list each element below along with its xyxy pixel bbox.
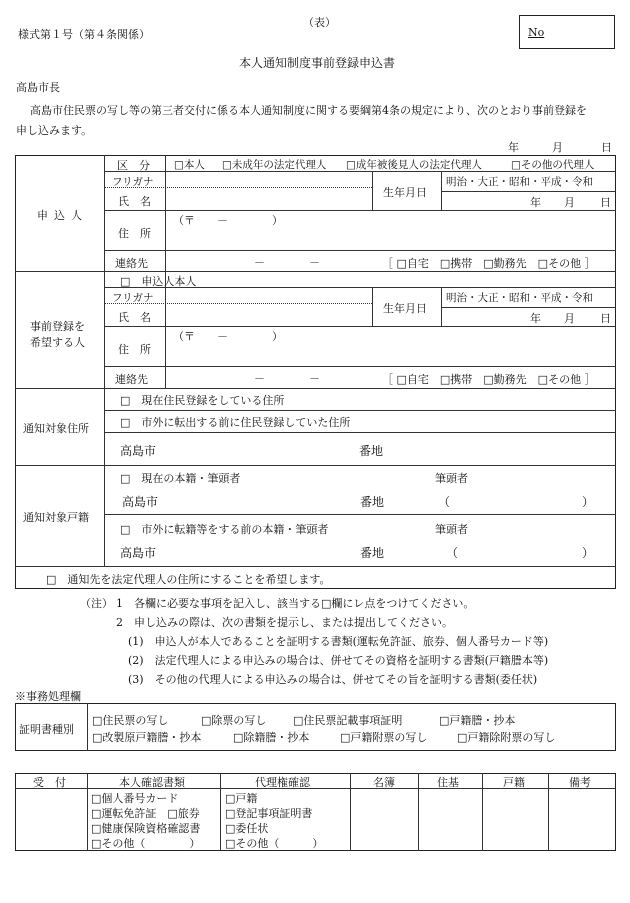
cert-register-annex[interactable]: □戸籍附票の写し <box>340 731 428 744</box>
address-label: 住 所 <box>118 343 151 356</box>
proxy-doc-power-of-attorney[interactable]: □委任状 <box>225 822 269 835</box>
proxy-doc-register[interactable]: □戸籍 <box>225 792 258 805</box>
birth-label: 生年月日 <box>383 186 427 199</box>
birth-label: 生年月日 <box>383 302 427 315</box>
birth-year: 年 <box>530 196 541 209</box>
side-label: （表） <box>303 16 336 29</box>
cert-reformed-register[interactable]: □改製原戸籍謄・抄本 <box>92 731 202 744</box>
note-2-1: (1) 申込人が本人であることを証明する書類(運転免許証、旅券、個人番号カード等) <box>128 635 549 648</box>
former-address-checkbox[interactable]: □ 市外に転出する前に住民登録していた住所 <box>120 416 351 429</box>
proxy-doc-registry-cert[interactable]: □登記事項証明書 <box>225 807 313 820</box>
banchi-label: 番地 <box>360 546 385 560</box>
head-label: 筆頭者 <box>435 472 468 485</box>
target-family-label: 通知対象戸籍 <box>23 511 89 524</box>
banchi-label: 番地 <box>360 495 385 509</box>
contact-type-options[interactable]: ［ □自宅 □携帯 □勤務先 □その他 ］ <box>382 257 596 270</box>
category-self-checkbox[interactable]: □本人 <box>174 159 205 171</box>
note-2-3: (3) その他の代理人による申込みの場合は、併せてその旨を証明する書類(委任状) <box>128 673 538 686</box>
cert-resident-record[interactable]: □住民票記載事項証明 <box>293 714 403 727</box>
head-label: 筆頭者 <box>435 523 468 536</box>
intro-text-1: 高島市住民票の写し等の第三者交付に係る本人通知制度に関する要綱第4条の規定により、次のとおり事前登録を <box>30 104 587 117</box>
phone-field[interactable]: － － <box>254 256 320 269</box>
cert-removed-annex[interactable]: □戸籍除附票の写し <box>457 731 556 744</box>
header-roster: 名簿 <box>373 776 395 789</box>
header-reception: 受 付 <box>33 776 66 789</box>
page-title: 本人通知制度事前登録申込書 <box>239 56 396 70</box>
same-as-applicant-checkbox[interactable]: □ 申込人本人 <box>120 275 197 288</box>
birth-day: 日 <box>600 196 611 209</box>
applicant-furigana-field[interactable] <box>166 172 371 187</box>
id-doc-license-passport[interactable]: □運転免許証 □旅券 <box>91 807 200 820</box>
city-label: 高島市 <box>120 444 157 458</box>
paren-open: （ <box>438 495 451 509</box>
id-doc-insurance[interactable]: □健康保険資格確認書 <box>91 822 201 835</box>
former-registry-checkbox[interactable]: □ 市外に転籍等をする前の本籍・筆頭者 <box>120 523 329 536</box>
furigana-label: フリガナ <box>112 292 154 304</box>
note-2-2: (2) 法定代理人による申込みの場合は、併せてその資格を証明する書類(戸籍謄本等) <box>128 654 549 667</box>
contact-type-options[interactable]: ［ □自宅 □携帯 □勤務先 □その他 ］ <box>382 373 596 386</box>
address-label: 住 所 <box>118 227 151 240</box>
no-box[interactable] <box>519 15 615 49</box>
header-family-register: 戸籍 <box>503 776 525 789</box>
form-number: 様式第１号（第４条関係） <box>18 28 150 41</box>
addressee: 高島市長 <box>16 81 60 94</box>
header-resident-basic: 住基 <box>437 776 459 789</box>
furigana-label: フリガナ <box>112 176 154 188</box>
paren-close: ） <box>582 495 595 509</box>
phone-field[interactable]: － － <box>254 372 320 385</box>
contact-label: 連絡先 <box>115 373 148 386</box>
birth-year: 年 <box>530 312 541 325</box>
date-day: 日 <box>601 141 612 154</box>
office-heading: ※事務処理欄 <box>15 690 81 703</box>
era-options[interactable]: 明治・大正・昭和・平成・令和 <box>446 176 593 188</box>
no-label: No <box>528 26 545 39</box>
contact-label: 連絡先 <box>115 257 148 270</box>
postal-code[interactable]: （〒 － ） <box>173 214 283 227</box>
date-year: 年 <box>508 141 519 154</box>
date-month: 月 <box>552 141 563 154</box>
paren-close: ） <box>582 546 595 560</box>
birth-month: 月 <box>564 312 575 325</box>
applicant-name-field[interactable] <box>166 188 371 209</box>
target-address-label: 通知対象住所 <box>23 422 89 435</box>
banchi-label: 番地 <box>359 444 384 458</box>
city-label: 高島市 <box>122 495 159 509</box>
postal-code[interactable]: （〒 － ） <box>173 330 283 343</box>
cert-resident-copy[interactable]: □住民票の写し <box>92 714 169 727</box>
registrant-label-1: 事前登録を <box>30 320 85 333</box>
cert-removed-register[interactable]: □除籍謄・抄本 <box>233 731 310 744</box>
birth-month: 月 <box>564 196 575 209</box>
note-1: 1 各欄に必要な事項を記入し、該当する□欄にレ点をつけてください。 <box>116 597 475 610</box>
era-options[interactable]: 明治・大正・昭和・平成・令和 <box>446 292 593 304</box>
paren-open: （ <box>446 546 459 560</box>
name-label: 氏 名 <box>118 311 151 324</box>
city-label: 高島市 <box>120 546 157 560</box>
registrant-name-field[interactable] <box>166 304 371 325</box>
legal-rep-address-checkbox[interactable]: □ 通知先を法定代理人の住所にすることを希望します。 <box>46 573 331 586</box>
birth-day: 日 <box>600 312 611 325</box>
cert-removed-copy[interactable]: □除票の写し <box>201 714 267 727</box>
cert-type-label: 証明書種別 <box>19 723 74 736</box>
proxy-doc-other[interactable]: □その他（ ） <box>225 837 324 850</box>
id-doc-mynumber[interactable]: □個人番号カード <box>91 792 179 805</box>
header-proxy-docs: 代理権確認 <box>255 776 310 789</box>
category-guardian-rep-checkbox[interactable]: □成年被後見人の法定代理人 <box>346 159 482 171</box>
id-doc-other[interactable]: □その他（ ） <box>91 837 201 850</box>
header-remarks: 備考 <box>569 776 591 789</box>
category-minor-rep-checkbox[interactable]: □未成年の法定代理人 <box>222 159 327 171</box>
category-other-rep-checkbox[interactable]: □その他の代理人 <box>511 159 595 171</box>
current-address-checkbox[interactable]: □ 現在住民登録をしている住所 <box>120 394 285 407</box>
registrant-furigana-field[interactable] <box>166 288 371 303</box>
notes-label: （注） <box>80 597 113 610</box>
cert-family-register[interactable]: □戸籍謄・抄本 <box>439 714 516 727</box>
header-id-docs: 本人確認書類 <box>119 776 185 789</box>
registrant-label-2: 希望する人 <box>30 336 85 349</box>
current-registry-checkbox[interactable]: □ 現在の本籍・筆頭者 <box>120 472 241 485</box>
category-label: 区 分 <box>117 159 150 172</box>
note-2: 2 申し込みの際は、次の書類を提示し、または提出してください。 <box>116 616 453 629</box>
name-label: 氏 名 <box>118 195 151 208</box>
applicant-section-label: 申込人 <box>37 209 88 222</box>
intro-text-2: 申し込みます。 <box>16 124 93 137</box>
